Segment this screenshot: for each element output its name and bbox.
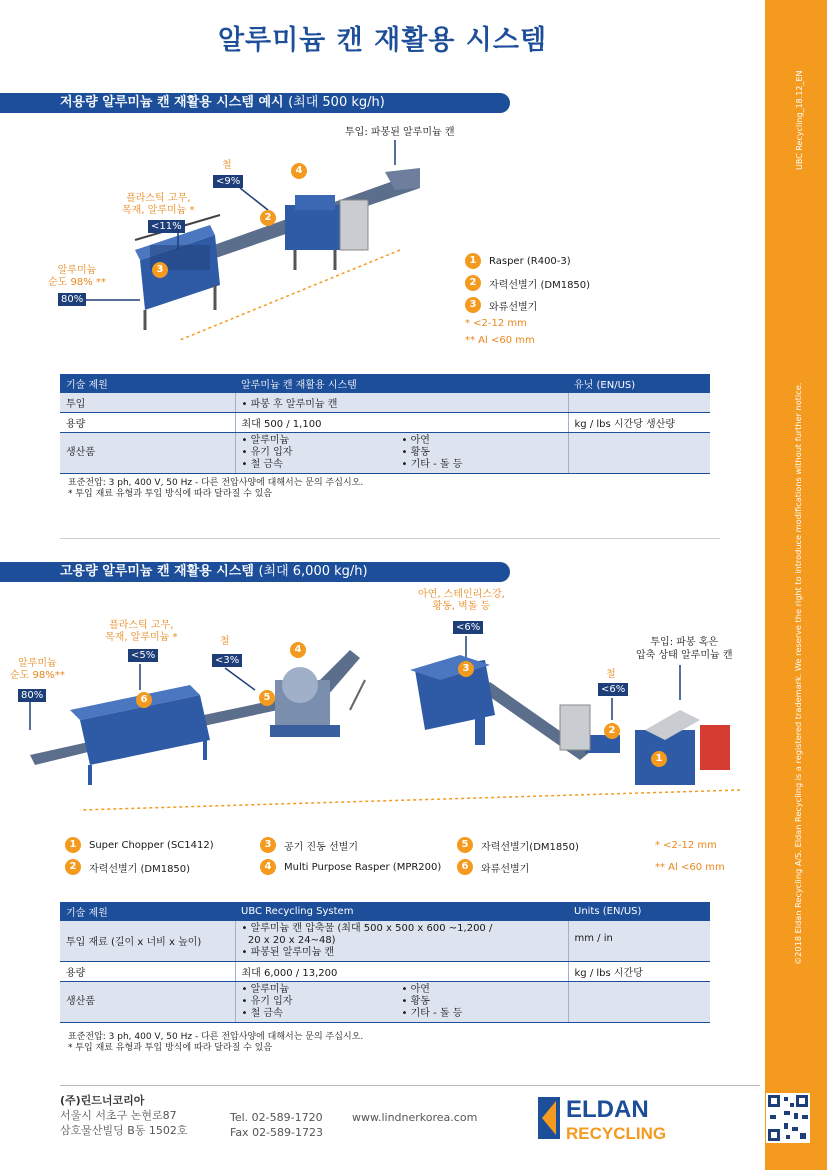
s2-iron2-pct: <6% [598,683,628,696]
table-header: UBC Recycling System [235,902,568,921]
legend-item: 2 자력선별기 (DM1850) [465,272,590,294]
table-row: 투입 • 파봉 후 알루미늄 캔 [60,393,710,413]
section2-legend-col3 [457,834,579,878]
trademark-notice: ©2018 Eldan Recycling A/S. Eldan Recycling is a registered trademark. We reserve the right to introduce modifications without further notice. [793,382,803,965]
s2-plastic-label: 플라스틱 고무, 목재, 알루미늄 * [105,620,178,643]
note-al: ** Al <60 mm [655,861,725,873]
s2-iron2-label: 철 [606,669,616,680]
table-row: 용량 최대 500 / 1,100 kg / lbs 시간당 생산량 [60,413,710,433]
s1-iron-pct: <9% [213,175,243,188]
section-divider [60,538,720,539]
table-row: 생산품 • 알루미늄 • 유기 입자 • 철 금속 • 아연 • 황동 • 기타 - 돌 등 [60,433,710,474]
footer-contact [230,1110,323,1140]
section2-input-label: 투입: 파봉 혹은 압축 상태 알루미늄 캔 [636,637,733,661]
s2-plastic-pct: <5% [128,649,158,662]
company-name: (주)린드너코리아 [60,1094,145,1107]
s2-badge-6: 6 [136,692,152,708]
section1-legend [465,250,590,346]
section2-legend-col1 [65,834,214,878]
table-header: 기술 제원 [60,374,235,393]
s2-alu-label: 알루미늄 순도 98%** [10,658,65,681]
section2-heading-bar [0,562,510,582]
legend-item: 4 Multi Purpose Rasper (MPR200) [260,856,441,878]
note-small: * <2-12 mm [655,839,717,851]
s2-zinc-pct: <6% [453,621,483,634]
legend-item: 1 Super Chopper (SC1412) [65,834,214,856]
legend-item: 2 자력선별기 (DM1850) [65,856,214,878]
table-header: 알루미늄 캔 재활용 시스템 [235,374,568,393]
s1-plastic-pct: <11% [148,220,185,233]
fax: Fax 02-589-1723 [230,1126,323,1139]
note-al: ** Al <60 mm [465,335,535,346]
s2-badge-5: 5 [259,690,275,706]
s2-iron1-pct: <3% [212,654,242,667]
section1-spec-table [60,374,710,474]
legend-item: 3 와류선별기 [465,294,590,316]
doc-code: UBC Recycling_18.12_EN [795,70,804,170]
s1-iron-label: 철 [222,160,232,171]
svg-text:RECYCLING: RECYCLING [566,1124,667,1143]
section1-heading: 저용량 알루미늄 캔 재활용 시스템 예시 [60,95,284,110]
section1-footnotes: 표준전압: 3 ph, 400 V, 50 Hz - 다른 전압사양에 대해서는 문의 주십시오. * 투입 재료 유형과 투입 방식에 따라 달라질 수 있음 [68,478,364,499]
s1-plastic-label: 플라스틱 고무, 목재, 알루미늄 * [122,193,195,216]
s2-badge-1: 1 [651,751,667,767]
page-title: 알루미늄 캔 재활용 시스템 [217,25,548,56]
section2-heading-sub: (최대 6,000 kg/h) [258,564,368,579]
qr-code [766,1093,810,1143]
s2-iron1-label: 철 [220,636,230,647]
table-row: 투입 재료 (길이 x 너비 x 높이) • 알루미늄 캔 압축물 (최대 500 x 500 x 600 ~1,200 / 20 x 20 x 24~48) • 파봉된 알루미늄 캔 mm / in [60,921,710,962]
section2-notes [655,834,725,878]
legend-item: 1 Rasper (R400-3) [465,250,590,272]
footer-divider [60,1085,760,1086]
s2-badge-2: 2 [604,723,620,739]
s1-alu-label: 알루미늄 순도 98% ** [48,265,106,288]
legend-item: 5 자력선별기(DM1850) [457,834,579,856]
footer-web[interactable]: www.lindnerkorea.com [352,1111,478,1124]
high-capacity-plant-illustration [20,640,750,820]
note-small: * <2-12 mm [465,318,527,329]
table-header: 유닛 (EN/US) [568,374,710,393]
s1-alu-pct: 80% [58,293,86,306]
table-header: 기술 제원 [60,902,235,921]
s2-alu-pct: 80% [18,689,46,702]
s2-badge-3: 3 [458,661,474,677]
s1-badge-2: 2 [260,210,276,226]
legend-item: 3 공기 진동 선별기 [260,834,441,856]
legend-item: 6 와류선별기 [457,856,579,878]
s1-badge-4: 4 [291,163,307,179]
svg-text:ELDAN: ELDAN [566,1096,649,1123]
section2-legend-col2 [260,834,441,878]
section2-heading: 고용량 알루미늄 캔 재활용 시스템 [60,564,254,579]
section1-input-label: 투입: 파봉된 알루미늄 캔 [345,127,455,138]
footer-address: (주)린드너코리아 서울시 서초구 논현로87 삼호물산빌딩 B동 1502호 [60,1094,188,1137]
eldan-recycling-logo [538,1093,713,1143]
table-header: Units (EN/US) [568,902,710,921]
section1-heading-sub: (최대 500 kg/h) [288,95,385,110]
section2-spec-table [60,902,710,1023]
table-row: 생산품 • 알루미늄 • 유기 입자 • 철 금속 • 아연 • 황동 • 기타 - 돌 등 [60,982,710,1023]
tel: Tel. 02-589-1720 [230,1111,323,1124]
section2-footnotes: 표준전압: 3 ph, 400 V, 50 Hz - 다른 전압사양에 대해서는 문의 주십시오. * 투입 재료 유형과 투입 방식에 따라 달라질 수 있음 [68,1032,364,1053]
table-row: 용량 최대 6,000 / 13,200 kg / lbs 시간당 [60,962,710,982]
s1-badge-3: 3 [152,262,168,278]
s2-badge-4: 4 [290,642,306,658]
s2-zinc-label: 아연, 스테인리스강, 황동, 벽돌 등 [418,589,505,612]
